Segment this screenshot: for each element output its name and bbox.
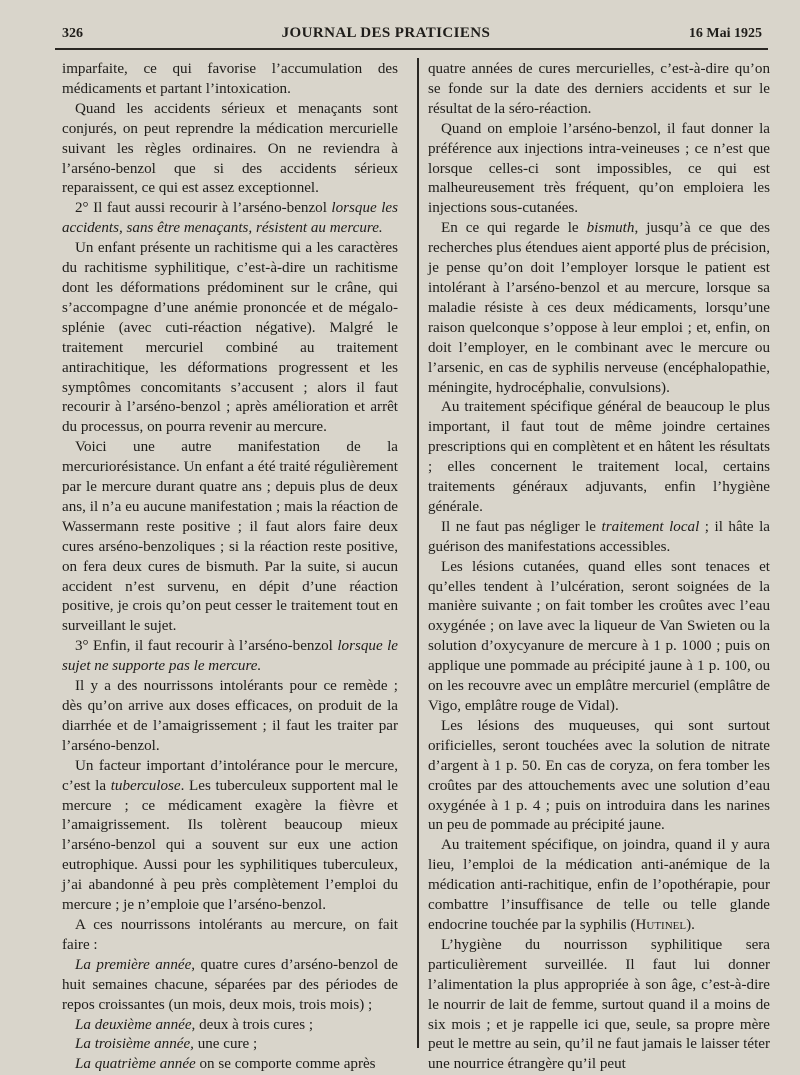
paragraph: Les lésions des muqueuses, qui sont surtout orificielles, seront touchées avec la solution de nitrate d’argent à 1 p. 50. En cas de coryza, on fera tomber les croûtes par des attouchements avec une solution d’eau oxygénée à 1 p. 4 ; puis on introduira dans les narines un peu de pommade au précipité jaune. [428,717,770,834]
list-item [62,1035,398,1055]
author-name: Hutinel [635,916,687,933]
journal-title: JOURNAL DES PRATICIENS [281,25,491,41]
paragraph-text: une cure ; [193,1036,258,1053]
paragraph: L’hygiène du nourrisson syphilitique sera particulièrement surveillée. Il faut lui donner l’alimentation la plus appropriée à son âge, c’est-à-dire le nourrir de lait de femme, surtout quand il a moins de six mois ; et je rappelle ici que, seule, sa propre mère peut le mettre au sein, qu’il ne faut jamais le laisser téter une nourrice étrangère qu’il peut [428,936,770,1073]
paragraph-text: . Les tuberculeux supportent mal le mercure ; ce médicament exagère la fièvre et l’amaigrissement. Ils tolèrent beaucoup mieux l’arséno-benzol qui a souvent sur eux une action eutrophique. Aussi pour les syphilitiques tuberculeux, j’ai abandonné à peu près complètement l’emploi du mercure ; je n’emploie que l’arséno-benzol. [62,777,398,914]
header-rule [55,48,768,50]
paragraph: imparfaite, ce qui favorise l’accumulation des médicaments et partant l’intoxication. [62,61,398,97]
column-divider [417,58,419,1048]
paragraph-text: Un facteur important d’intolérance pour le mercure, c’est la [62,757,398,794]
paragraph [62,637,398,677]
paragraph-text: , jusqu’à ce que des recherches plus étendues aient apporté plus de précision, je pense qu’on doit l’employer lorsque le patient est intolérant à l’arséno-benzol et au mercure, lorsque sa maladie résiste à ces deux médicaments, lorsqu’une raison quelconque s’oppose à leur emploi ; et, enfin, on doit l’employer, en le combinant avec le mercure ou l’arsenic, en cas de syphilis nerveuse (encéphalopathie, méningite, hydrocéphalie, convulsions). [428,220,770,396]
paragraph: Quand les accidents sérieux et menaçants sont conjurés, on peut reprendre la médication mercurielle suivant les règles ordinaires. On ne reviendra à l’arséno-benzol que si des accidents sérieux reparaissent, ce qui est assez exceptionnel. [62,100,398,197]
paragraph: A ces nourrissons intolérants au mercure, on fait faire : [62,916,398,953]
emphasis: lorsque le sujet ne supporte pas le mercure. [62,638,399,675]
emphasis: La première année, [75,956,196,973]
paragraph [62,757,398,916]
paragraph-text: Il ne faut pas négliger le [441,518,602,535]
paragraph: quatre années de cures mercurielles, c’est-à-dire qu’on se fonde sur la date des derniers accidents et sur le résultat de la séro-réaction. [428,61,770,117]
paragraph-text: En ce qui regarde le [441,220,587,237]
emphasis: La quatrième année [75,1056,196,1073]
paragraph-text: Au traitement spécifique, on joindra, quand il y aura lieu, l’emploi de la médication anti-anémique de la médication anti-rachitique, enfin de l’opothérapie, pour combattre l’insuffisance de telle ou telle glande endocrine touchée par la syphilis ( [428,837,770,933]
emphasis: bismuth [586,220,635,237]
emphasis: tuberculose [110,777,181,794]
paragraph: Voici une autre manifestation de la mercuriorésistance. Un enfant a été traité régulièrement par le mercure durant quatre ans ; depuis plus de deux ans, il n’a eu aucune manifestation ; mais la réaction de Wassermann reste positive ; il faut alors faire deux cures arséno-benzoliques ; si la réaction reste positive, on fera deux cures de bismuth. Par la suite, si aucun accident n’est survenu, en dépit d’une réaction positive, je crois qu’on peut cesser le traitement tout en surveillant le sujet. [62,439,398,635]
right-column [428,60,770,1075]
paragraph-text: ; il hâte la guérison des manifestations accessibles. [428,518,770,555]
paragraph [62,199,398,239]
paragraph: Un enfant présente un rachitisme qui a les caractères du rachitisme syphilitique, c’est-à-dire un rachitisme dont les déformations prédominent sur le crâne, qui s’accompagne d’une anémie prononcée et de mégalo-splénie (avec cuti-réaction négative). Malgré le traitement mercuriel combiné au traitement antirachitique, les déformations progressent et les symptômes concomitants s’accusent ; alors il faut recourir à l’arséno-benzol ; après amélioration et arrêt du processus, on pourra revenir au mercure. [62,240,398,436]
paragraph [428,836,770,936]
emphasis: La deuxième année, [75,1016,196,1033]
paragraph: Il y a des nourrissons intolérants pour ce remède ; dès qu’on arrive aux doses efficaces, on produit de la diarrhée et de l’amaigrissement ; il faut les traiter par l’arséno-benzol. [62,678,398,754]
list-item [62,1016,398,1036]
paragraph-text: ). [686,916,695,933]
paragraph-text: deux à trois cures ; [195,1016,314,1033]
paragraph-text: on se comporte comme après [195,1056,376,1073]
paragraph: Au traitement spécifique général de beaucoup le plus important, il faut tout de même joindre certaines prescriptions qui en complètent et en hâtent les résultats ; elles concernent le traitement local, certains traitements généraux adjuvants, enfin l’hygiène générale. [428,399,770,515]
paragraph [428,518,770,558]
emphasis: lorsque les accidents, sans être menaçants, résistent au mercure. [62,200,398,237]
list-item [62,956,398,1016]
left-column [62,60,398,1075]
paragraph-text: 2° Il faut aussi recourir à l’arséno-benzol [75,200,332,217]
paragraph-text: quatre cures d’arséno-benzol de huit semaines chacune, séparées par des périodes de repos croissantes (un mois, deux mois, trois mois) ; [62,956,399,1013]
list-item [62,1055,398,1075]
paragraph: Quand on emploie l’arséno-benzol, il faut donner la préférence aux injections intra-veineuses ; ce n’est que lorsque celles-ci sont impossibles, ce qui est malheureusement très fréquent, qu’on emploiera les injections sous-cutanées. [428,120,770,217]
paragraph: Les lésions cutanées, quand elles sont tenaces et qu’elles tendent à l’ulcération, seront soignées de la manière suivante ; on fait tomber les croûtes avec l’eau oxygénée ; on lave avec la liqueur de Van Swieten ou la solution d’oxycyanure de mercure à 1 p. 1000 ; puis on applique une pommade au précipité jaune à 1 p. 100, ou on les recouvre avec un emplâtre mercuriel (emplâtre de Vigo, emplâtre rouge de Vidal). [428,558,770,714]
page-number: 326 [62,26,83,41]
issue-date: 16 Mai 1925 [688,26,762,41]
paragraph-text: 3° Enfin, il faut recourir à l’arséno-benzol [75,638,338,655]
running-header [62,25,762,45]
emphasis: La troisième année, [75,1036,194,1053]
emphasis: traitement local [601,518,700,535]
paragraph [428,219,770,398]
